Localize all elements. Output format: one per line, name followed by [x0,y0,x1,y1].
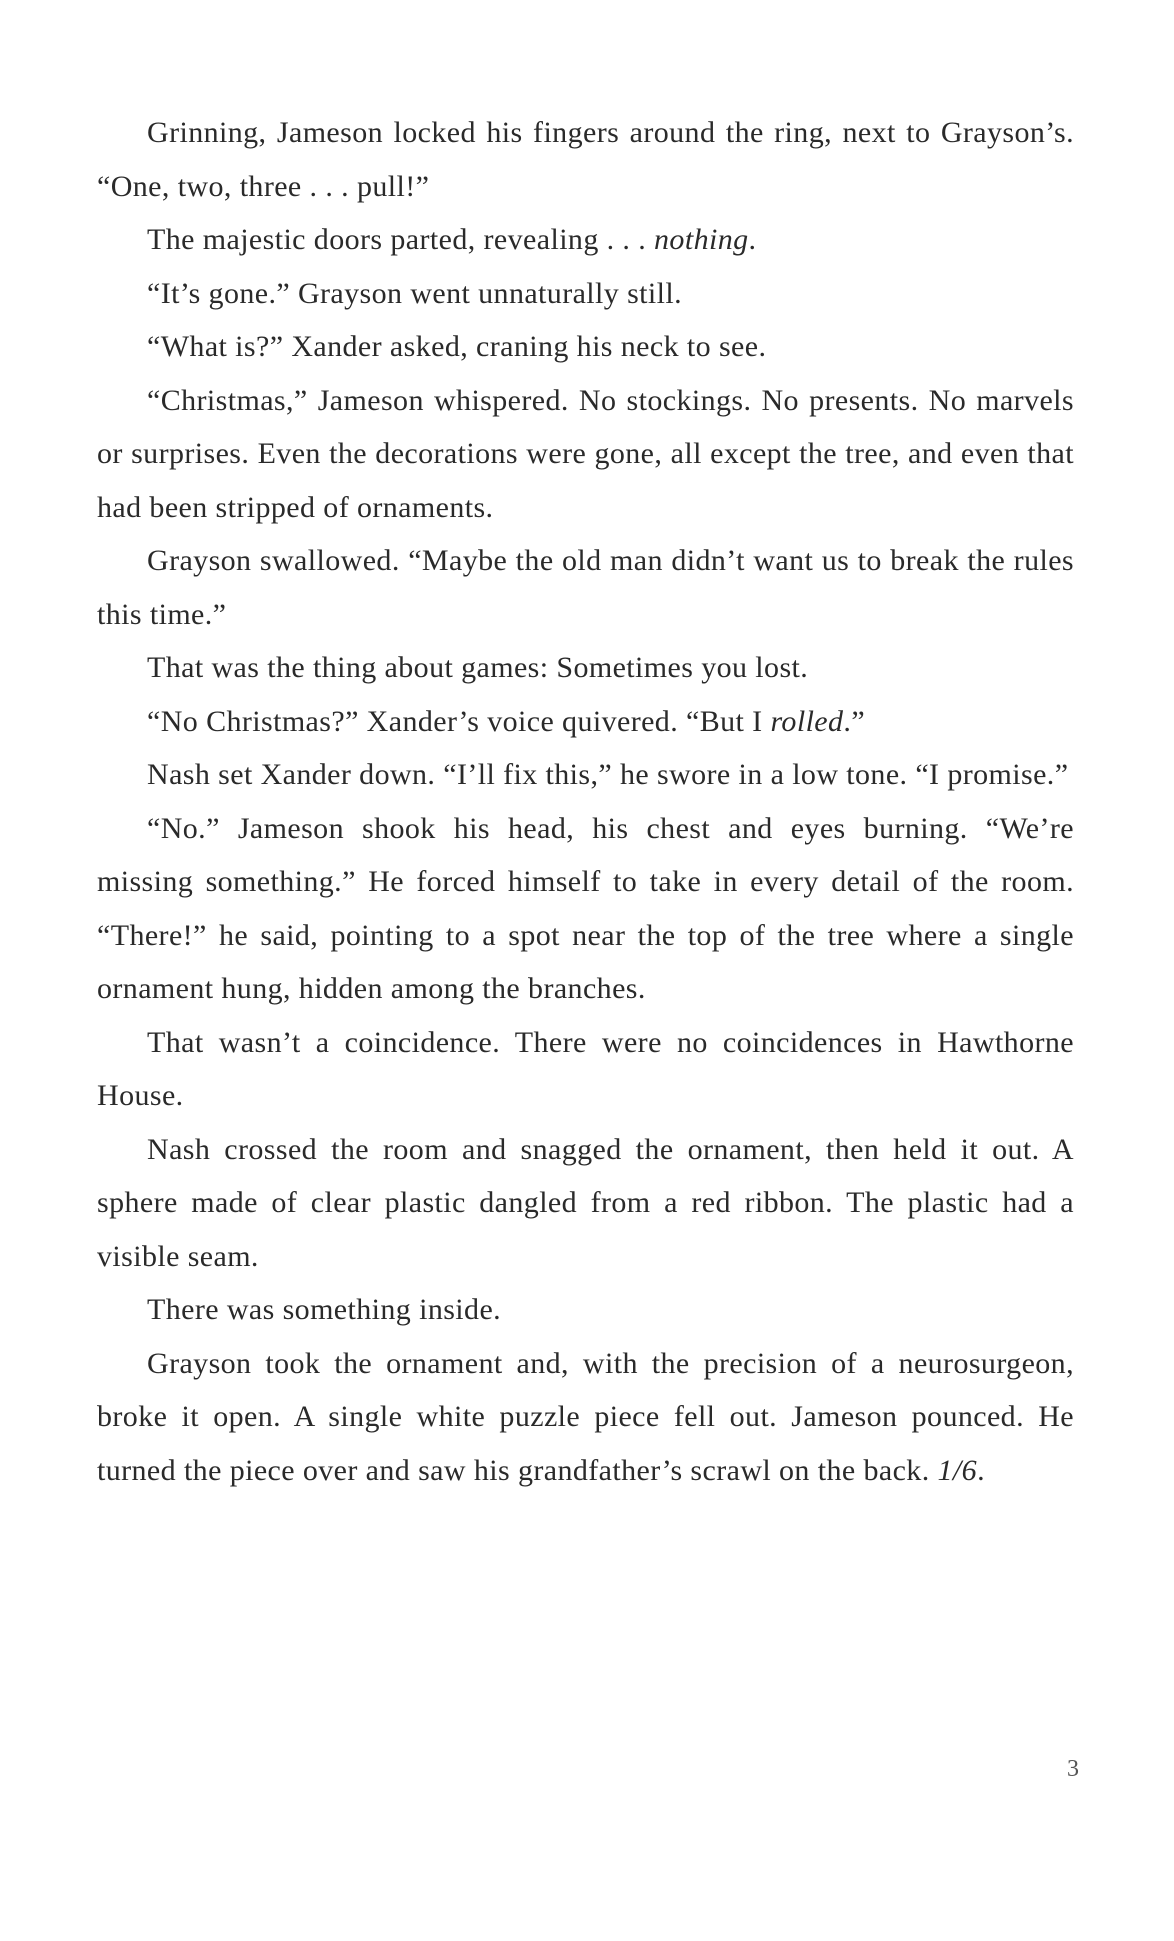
paragraph [97,374,1074,535]
page-body [97,106,1074,1497]
paragraph [97,695,1074,749]
paragraph [97,320,1074,374]
italic-text: 1/6 [937,1453,978,1487]
text-run: Grinning, Jameson locked his fingers around the ring, next to Grayson’s. “One, two, three . . . pull!” [97,116,1074,203]
text-run: There was something inside. [147,1293,502,1326]
text-run: . [977,1453,985,1487]
italic-text: nothing [654,223,749,256]
text-run: .” [843,704,866,738]
paragraph [97,1283,1074,1337]
text-run: “No.” Jameson shook his head, his chest and eyes burning. “We’re missing something.” He forced himself to take in every detail of the room. “There!” he said, pointing to a spot near the top of the tree where a single ornament hung, hidden among the branches. [97,811,1074,1005]
text-run: “Christmas,” Jameson whispered. No stockings. No presents. No marvels or surprises. Even the decorations were gone, all except the tree, and even that had been stripped of ornaments. [97,383,1074,524]
text-run: “It’s gone.” Grayson went unnaturally still. [147,276,682,310]
paragraph [97,1337,1074,1498]
text-run: Grayson swallowed. “Maybe the old man didn’t want us to break the rules this time.” [97,544,1074,631]
paragraph [97,1016,1074,1123]
text-run: That was the thing about games: Sometimes you lost. [147,651,809,684]
text-run: That wasn’t a coincidence. There were no coincidences in Hawthorne House. [97,1025,1074,1112]
italic-text: rolled [770,704,844,738]
text-run: “No Christmas?” Xander’s voice quivered. “But I [147,704,771,738]
page-number: 3 [1067,1756,1079,1782]
paragraph [97,213,1074,267]
text-run: Grayson took the ornament and, with the precision of a neurosurgeon, broke it open. A single white puzzle piece fell out. Jameson pounced. He turned the piece over and saw his grandfather’s scrawl on the back. [97,1346,1074,1487]
text-run: Nash crossed the room and snagged the ornament, then held it out. A sphere made of clear plastic dangled from a red ribbon. The plastic had a visible seam. [97,1132,1074,1273]
paragraph [97,802,1074,1016]
paragraph [97,1123,1074,1284]
paragraph [97,534,1074,641]
text-run: The majestic doors parted, revealing . . . [147,223,655,256]
paragraph [97,641,1074,695]
paragraph [97,748,1074,802]
text-run: . [748,223,757,256]
paragraph [97,106,1074,213]
text-run: Nash set Xander down. “I’ll fix this,” he swore in a low tone. “I promise.” [147,758,1069,791]
paragraph [97,267,1074,321]
text-run: “What is?” Xander asked, craning his neck to see. [147,330,767,363]
